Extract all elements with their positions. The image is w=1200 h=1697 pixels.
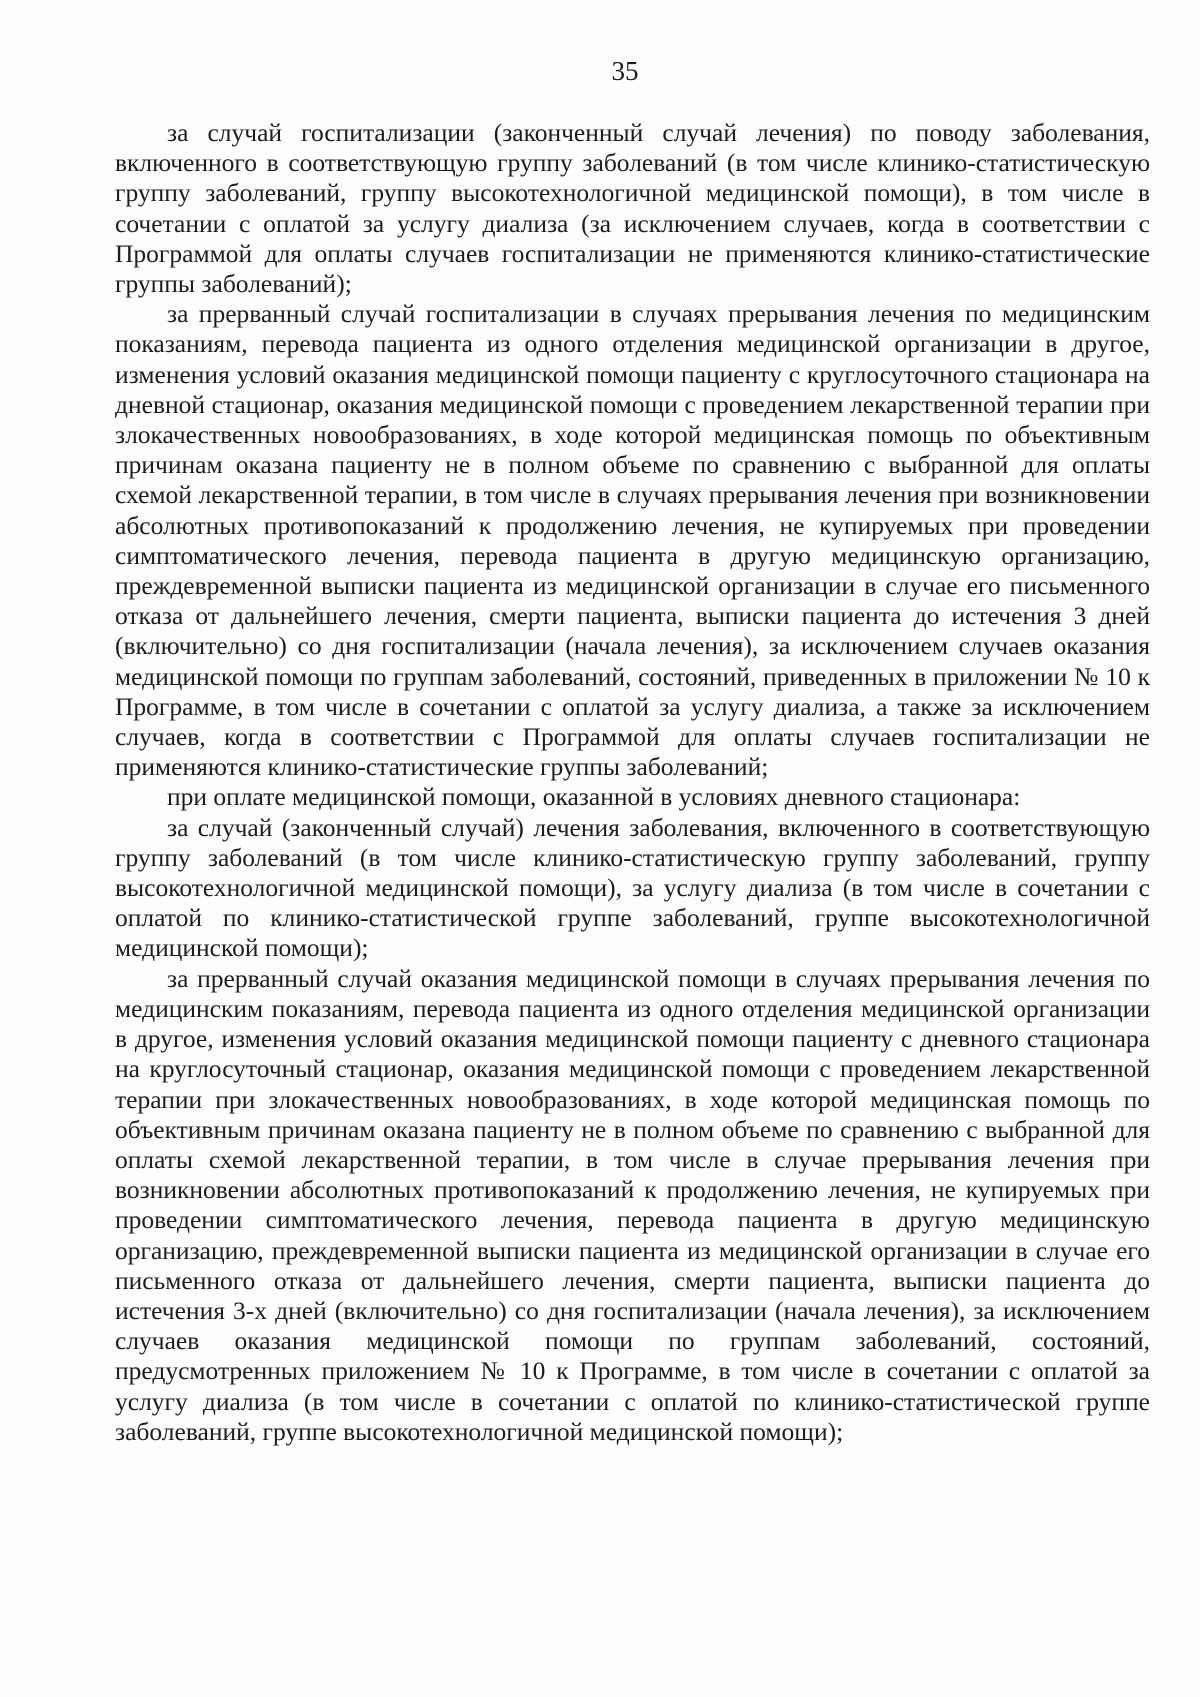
page-number: 35	[611, 56, 639, 86]
paragraph-interrupted-day-hospital-case: за прерванный случай оказания медицинской помощи в случаях прерывания лечения по медицинским показаниям, перевода пациента из одного отделения медицинской организации в другое, изменения условий оказания медицинской помощи пациенту с дневного стационара на круглосуточный стационар, оказания медицинской помощи с проведением лекарственной терапии при злокачественных новообразованиях, в ходе которой медицинская помощь по объективным причинам оказана пациенту не в полном объеме по сравнению с выбранной для оплаты схемой лекарственной терапии, в том числе в случае прерывания лечения при возникновении абсолютных противопоказаний к продолжению лечения, не купируемых при проведении симптоматического лечения, перевода пациента в другую медицинскую организацию, преждевременной выписки пациента из медицинской организации в случае его письменного отказа от дальнейшего лечения, смерти пациента, выписки пациента до истечения 3-х дней (включительно) со дня госпитализации (начала лечения), за исключением случаев оказания медицинской помощи по группам заболеваний, состояний, предусмотренных приложением № 10 к Программе, в том числе в сочетании с оплатой за услугу диализа (в том числе в сочетании с оплатой по клинико-статистической группе заболеваний, группе высокотехнологичной медицинской помощи);	[115, 963, 1150, 1446]
paragraph-day-hospital-case: за случай (законченный случай) лечения заболевания, включенного в соответствующую группу заболеваний (в том числе клинико-статистическую группу заболеваний, группу высокотехнологичной медицинской помощи), за услугу диализа (в том числе в сочетании с оплатой по клинико-статистической группе заболеваний, группе высокотехнологичной медицинской помощи);	[115, 812, 1150, 963]
paragraph-interrupted-hospitalization: за прерванный случай госпитализации в случаях прерывания лечения по медицинским показаниям, перевода пациента из одного отделения медицинской организации в другое, изменения условий оказания медицинской помощи пациенту с круглосуточного стационара на дневной стационар, оказания медицинской помощи с проведением лекарственной терапии при злокачественных новообразованиях, в ходе которой медицинская помощь по объективным причинам оказана пациенту не в полном объеме по сравнению с выбранной для оплаты схемой лекарственной терапии, в том числе в случаях прерывания лечения при возникновении абсолютных противопоказаний к продолжению лечения, не купируемых при проведении симптоматического лечения, перевода пациента в другую медицинскую организацию, преждевременной выписки пациента из медицинской организации в случае его письменного отказа от дальнейшего лечения, смерти пациента, выписки пациента до истечения 3 дней (включительно) со дня госпитализации (начала лечения), за исключением случаев оказания медицинской помощи по группам заболеваний, состояний, приведенных в приложении № 10 к Программе, в том числе в сочетании с оплатой за услугу диализа, а также за исключением случаев, когда в соответствии с Программой для оплаты случаев госпитализации не применяются клинико-статистические группы заболеваний;	[115, 299, 1150, 782]
paragraph-hospitalization-case: за случай госпитализации (законченный случай лечения) по поводу заболевания, включенного в соответствующую группу заболеваний (в том числе клинико-статистическую группу заболеваний, группу высокотехнологичной медицинской помощи), в том числе в сочетании с оплатой за услугу диализа (за исключением случаев, когда в соответствии с Программой для оплаты случаев госпитализации не применяются клинико-статистические группы заболеваний);	[115, 118, 1150, 299]
document-body	[115, 118, 1150, 1447]
paragraph-day-hospital-intro: при оплате медицинской помощи, оказанной в условиях дневного стационара:	[167, 782, 1021, 812]
